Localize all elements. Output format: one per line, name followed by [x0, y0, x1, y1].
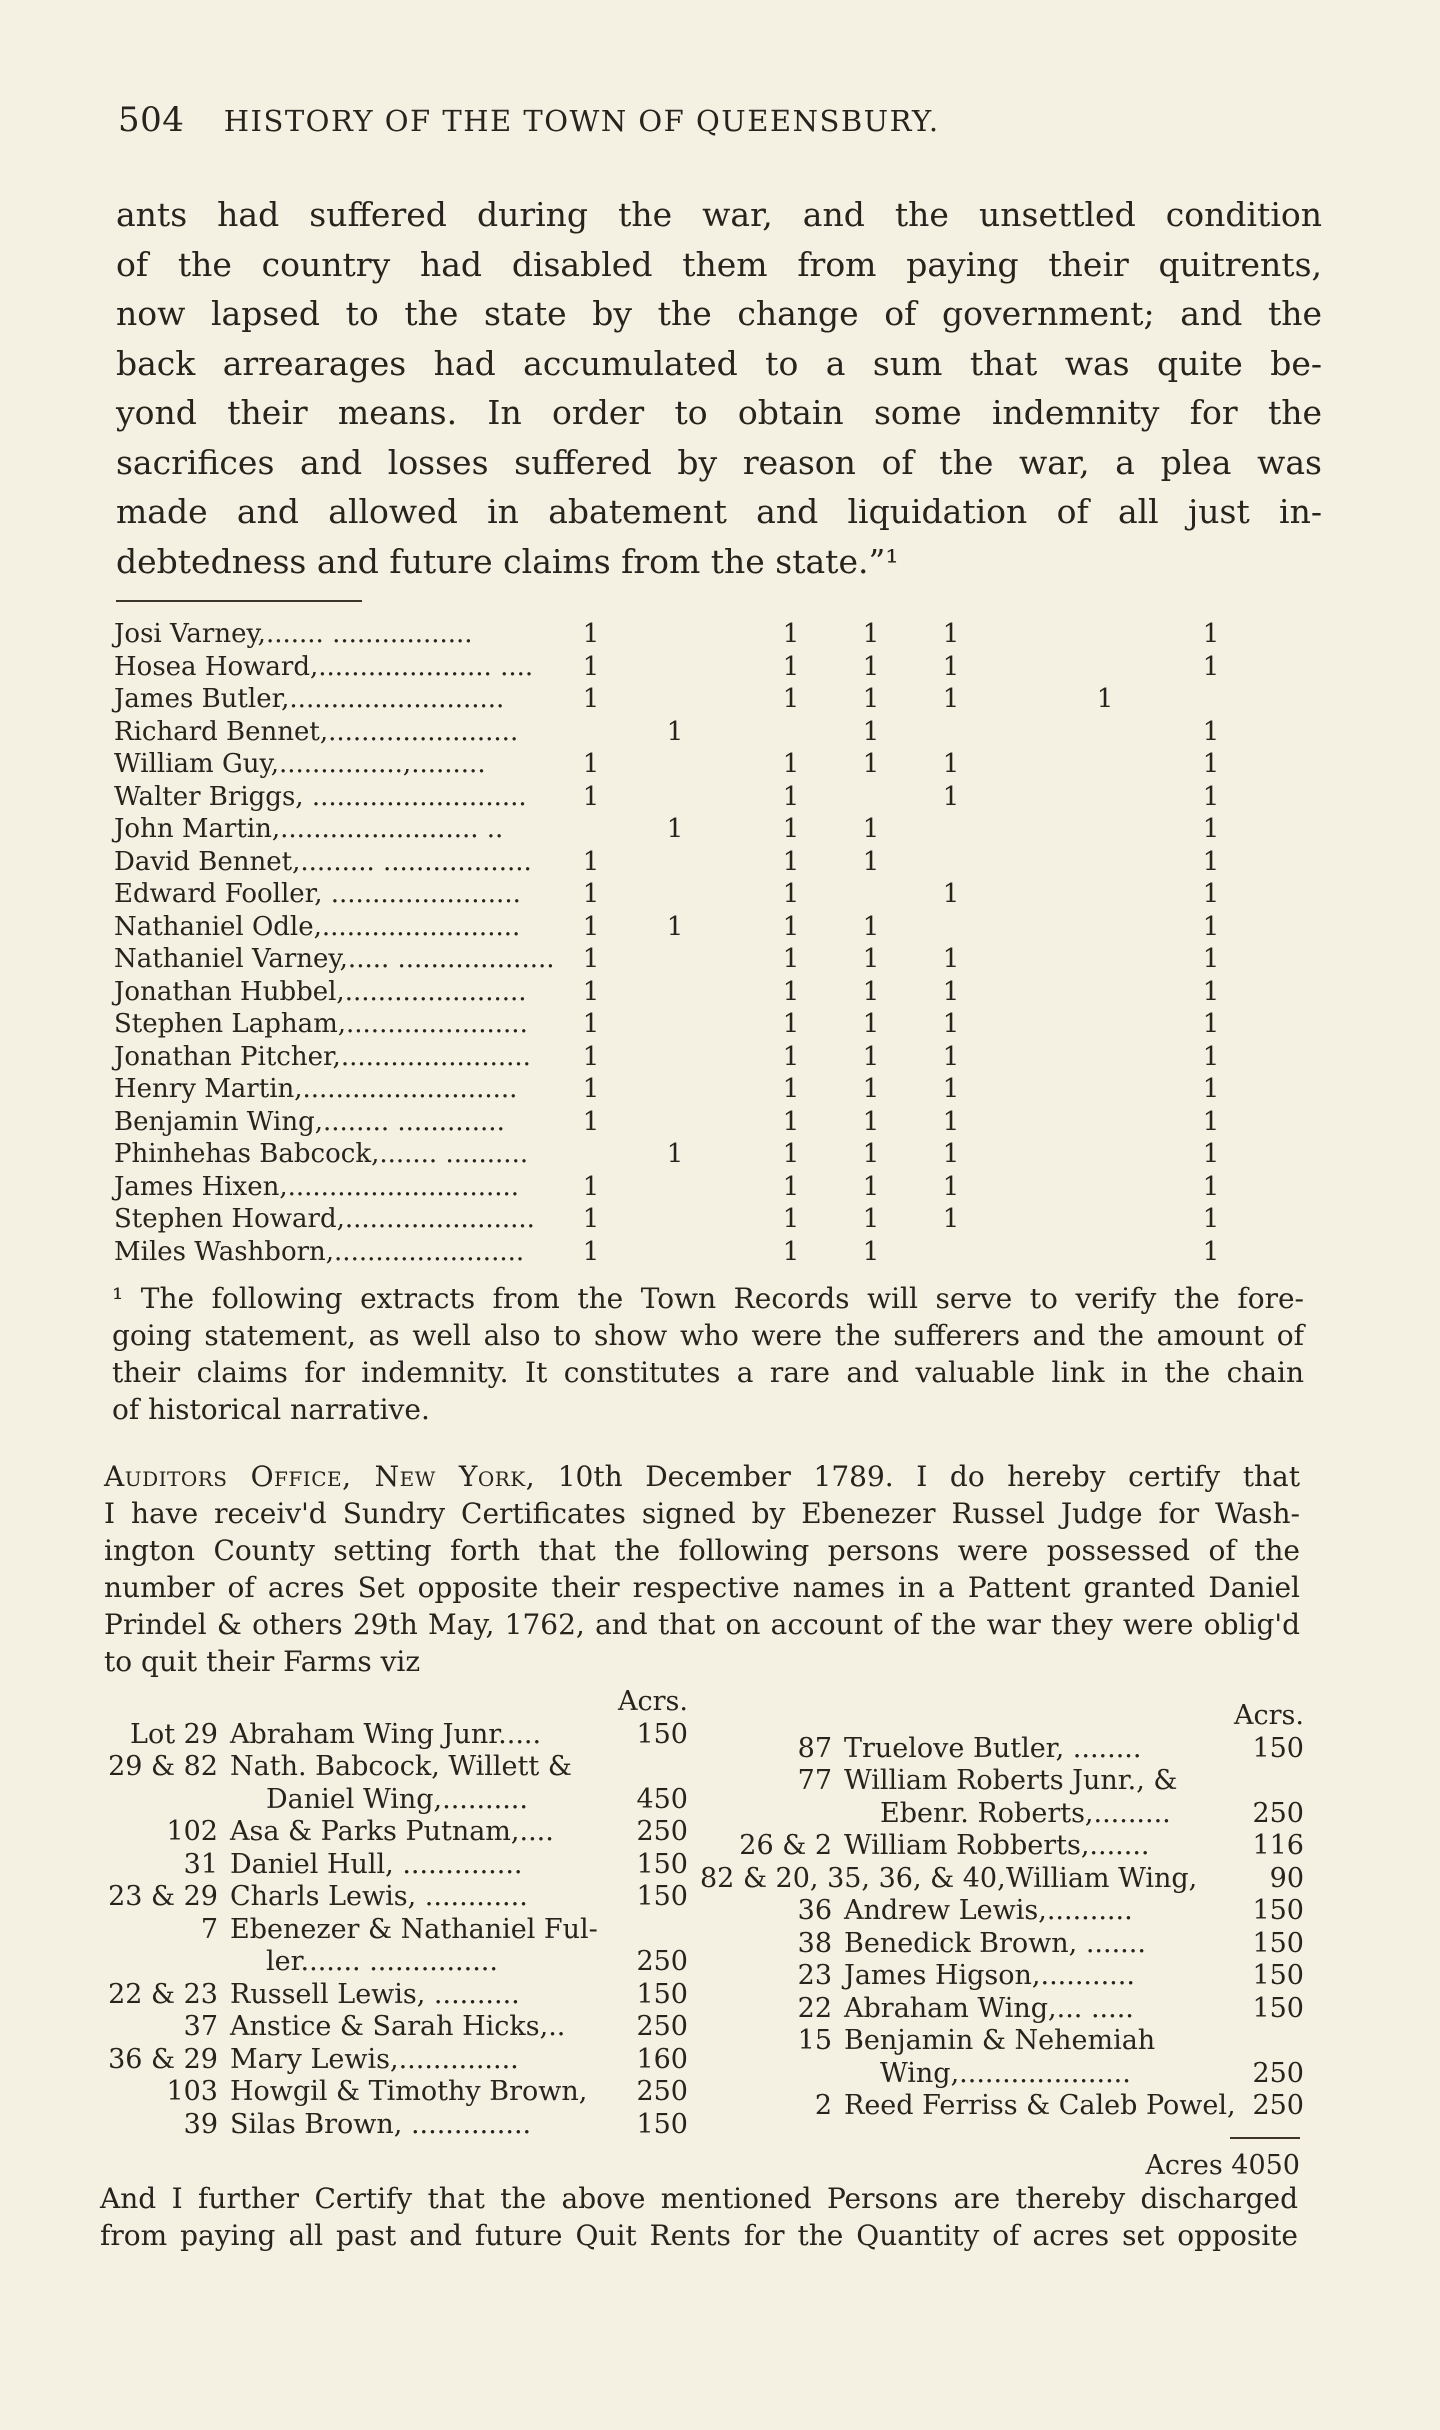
table-row [114, 1008, 1334, 1041]
table-cell: 1 [942, 976, 960, 1007]
acres-value: 150 [1252, 1927, 1304, 1959]
table-cell: 1 [1202, 1009, 1220, 1039]
table-cell: 1 [1202, 716, 1220, 747]
table-cell: 1 [666, 1139, 684, 1169]
table-cell: 1 [782, 879, 800, 909]
table-cell: 1 [582, 1009, 600, 1039]
table-cell: 1 [582, 911, 600, 942]
table-cell: 1 [782, 684, 800, 714]
acres-value: 150 [1252, 1960, 1304, 1991]
footnote-line: ¹ The following extracts from the Town Records will serve to verify the fore- [112, 1282, 1304, 1315]
acres-entry-line [714, 1798, 1304, 1831]
owner-name: Mary Lewis,.............. [230, 2043, 519, 2075]
table-cell: 1 [582, 879, 600, 909]
acres-entry-line [98, 1784, 688, 1817]
closing-line: from paying all past and future Quit Rents for the Quantity of acres set opposite [100, 2219, 1298, 2252]
acres-header: Acrs. [1234, 1700, 1304, 1731]
total-rule [1230, 2137, 1300, 2139]
acres-entry-line [714, 2058, 1304, 2091]
lot-number: 23 & 29 [108, 1881, 218, 1912]
table-cell: 1 [782, 1041, 800, 1072]
table-cell: 1 [782, 976, 800, 1007]
table-cell: 1 [782, 1236, 800, 1267]
table-cell: 1 [1202, 781, 1220, 812]
sufferer-name: William Guy,...............,......... [114, 749, 486, 779]
sufferer-name: Phinhehas Babcock,....... .......... [114, 1139, 529, 1169]
table-cell: 1 [862, 814, 880, 844]
table-cell: 1 [862, 1236, 880, 1267]
table-cell: 1 [1202, 944, 1220, 974]
table-cell: 1 [942, 1106, 960, 1137]
table-cell: 1 [862, 651, 880, 682]
owner-name: William Robberts,....... [844, 1830, 1150, 1861]
acres-entry [98, 1914, 688, 1979]
table-row [114, 1138, 1334, 1171]
table-cell: 1 [782, 944, 800, 974]
sufferer-name: John Martin,........................ .. [114, 814, 504, 844]
acres-entry [714, 1993, 1304, 2026]
table-cell: 1 [1202, 846, 1220, 877]
lot-number: 22 & 23 [108, 1978, 218, 2010]
acres-entry [98, 1979, 688, 2012]
acres-entry-line [98, 1816, 688, 1849]
body-line: now lapsed to the state by the change of government; and the [116, 294, 1322, 333]
table-cell: 1 [582, 1204, 600, 1234]
acres-entry-line [98, 1914, 688, 1947]
acres-entry [98, 2044, 688, 2077]
owner-name: Asa & Parks Putnam,.... [230, 1816, 554, 1847]
running-title: HISTORY OF THE TOWN OF QUEENSBURY. [223, 104, 940, 138]
table-cell: 1 [782, 619, 800, 649]
table-cell: 1 [862, 716, 880, 747]
table-cell: 1 [1202, 814, 1220, 844]
acres-entry-line [714, 1960, 1304, 1993]
lot-number: 29 & 82 [108, 1751, 218, 1782]
table-cell: 1 [942, 1171, 960, 1202]
certificate-line: I have receiv'd Sundry Certificates signed by Ebenezer Russel Judge for Wash- [104, 1497, 1300, 1530]
table-cell: 1 [582, 651, 600, 682]
lot-number: 103 [166, 2076, 218, 2107]
owner-name: Daniel Hull, .............. [230, 1848, 523, 1880]
certificate-lead: Auditors Office, New York, [104, 1460, 536, 1493]
lot-number: 22 [797, 1992, 832, 2024]
table-cell: 1 [862, 1204, 880, 1234]
table-cell: 1 [862, 846, 880, 877]
body-line: back arrearages had accumulated to a sum that was quite be- [116, 343, 1322, 383]
table-cell: 1 [1202, 911, 1220, 942]
sufferer-name: James Butler,.......................... [114, 684, 505, 714]
table-row [114, 1073, 1334, 1106]
body-paragraph [116, 190, 1322, 586]
sufferer-name: Stephen Howard,....................... [114, 1204, 535, 1234]
table-cell: 1 [942, 1041, 960, 1072]
page-number: 504 [118, 100, 185, 140]
lot-number: 7 [200, 1913, 218, 1945]
sufferer-name: Jonathan Hubbel,...................... [114, 976, 527, 1007]
owner-name: William Wing, [1006, 1862, 1198, 1894]
sufferer-name: James Hixen,............................ [114, 1171, 520, 1202]
sufferers-table [114, 618, 1334, 1268]
table-cell: 1 [942, 651, 960, 682]
acres-entry-line [98, 1946, 688, 1979]
sufferer-name: Miles Washborn,....................... [114, 1236, 525, 1267]
table-cell: 1 [942, 1009, 960, 1039]
acres-value: 150 [1252, 1992, 1304, 2024]
table-cell: 1 [862, 1106, 880, 1137]
acres-value: 116 [1252, 1830, 1304, 1861]
table-row [114, 748, 1334, 781]
table-cell: 1 [782, 651, 800, 682]
table-cell: 1 [1202, 1041, 1220, 1072]
body-line: debtedness and future claims from the state.”¹ [116, 541, 899, 581]
table-cell: 1 [582, 976, 600, 1007]
owner-name-continued: Ebenr. Roberts,......... [880, 1797, 1171, 1829]
table-cell: 1 [666, 716, 684, 747]
table-cell: 1 [582, 619, 600, 649]
table-row [114, 781, 1334, 814]
sufferer-name: Benjamin Wing,........ ............. [114, 1106, 505, 1137]
acres-value: 250 [636, 2076, 688, 2107]
table-cell: 1 [1202, 651, 1220, 682]
table-row [114, 1041, 1334, 1074]
owner-name: Andrew Lewis,.......... [844, 1895, 1133, 1926]
acres-total: Acres 4050 [1145, 2150, 1300, 2181]
acres-entry-line [714, 1830, 1304, 1863]
acres-entry [98, 1719, 688, 1752]
table-cell: 1 [782, 1106, 800, 1137]
owner-name: Anstice & Sarah Hicks,.. [230, 2011, 566, 2042]
lot-number: 82 & 20, 35, 36, & 40, [700, 1862, 1006, 1894]
table-cell: 1 [582, 944, 600, 974]
body-line: made and allowed in abatement and liquidation of all just in- [116, 492, 1322, 531]
acres-entry-line [98, 1751, 688, 1784]
closing-line: And I further Certify that the above mentioned Persons are thereby discharged [100, 2182, 1298, 2215]
table-cell: 1 [666, 814, 684, 844]
sufferer-name: Jonathan Pitcher,....................... [114, 1041, 531, 1072]
acres-entry [98, 2076, 688, 2109]
table-cell: 1 [1202, 749, 1220, 779]
certificate-line: number of acres Set opposite their respective names in a Pattent granted Daniel [104, 1571, 1300, 1604]
acres-entry [98, 1849, 688, 1882]
acres-value: 450 [636, 1783, 688, 1815]
table-cell: 1 [782, 781, 800, 812]
table-cell: 1 [1202, 619, 1220, 649]
acres-entry [714, 1895, 1304, 1928]
table-cell: 1 [862, 1041, 880, 1072]
table-cell: 1 [1202, 1074, 1220, 1104]
acres-value: 250 [1252, 1797, 1304, 1829]
acres-entry-line [98, 1849, 688, 1882]
acres-entry [714, 2090, 1304, 2123]
table-row [114, 1236, 1334, 1269]
table-row [114, 1171, 1334, 1204]
acres-value: 150 [636, 1718, 688, 1750]
lot-number: 87 [797, 1732, 832, 1764]
acres-entry-line [714, 1765, 1304, 1798]
table-row [114, 943, 1334, 976]
footnote-line: going statement, as well also to show who were the sufferers and the amount of [112, 1319, 1304, 1352]
certificate-line: Prindel & others 29th May, 1762, and that on account of the war they were oblig'd [104, 1608, 1300, 1641]
table-row [114, 911, 1334, 944]
sufferer-name: Stephen Lapham,...................... [114, 1009, 528, 1039]
sufferer-name: David Bennet,......... .................. [114, 846, 532, 877]
table-cell: 1 [862, 1009, 880, 1039]
sufferer-name: Richard Bennet,....................... [114, 716, 519, 747]
certificate-line [104, 1458, 1300, 1495]
acres-entry-line [700, 1862, 1304, 1896]
table-cell: 1 [782, 1204, 800, 1234]
table-cell: 1 [1202, 1236, 1220, 1267]
certificate-first-line: 10th December 1789. I do hereby certify that [535, 1460, 1300, 1493]
table-cell: 1 [1202, 976, 1220, 1007]
body-line: sacrifices and losses suffered by reason of the war, a plea was [116, 442, 1322, 482]
table-cell: 1 [782, 1074, 800, 1104]
table-cell: 1 [942, 944, 960, 974]
sufferer-name: Nathaniel Varney,..... ................... [114, 944, 555, 974]
sufferer-name: Josi Varney,....... ................. [114, 619, 473, 649]
acres-entry [98, 2011, 688, 2044]
acres-entry [98, 1816, 688, 1849]
acres-entry-line [98, 2076, 688, 2109]
acres-entry-line [714, 1993, 1304, 2026]
acres-entry [714, 1928, 1304, 1961]
table-cell: 1 [1202, 1171, 1220, 1202]
table-cell: 1 [582, 1074, 600, 1104]
acres-value: 150 [636, 1848, 688, 1880]
owner-name: Benedick Brown, ....... [844, 1927, 1146, 1959]
table-cell: 1 [942, 684, 960, 714]
acres-entry-line [98, 2109, 688, 2142]
acres-entry [714, 1765, 1304, 1830]
lot-number: 23 [797, 1960, 832, 1991]
acres-entry-line [714, 1733, 1304, 1766]
acres-value: 90 [1269, 1862, 1304, 1894]
table-cell: 1 [782, 1171, 800, 1202]
acres-list-left [98, 1686, 688, 2141]
sufferer-name: Nathaniel Odle,........................ [114, 911, 521, 942]
acres-value: 250 [1252, 2090, 1304, 2121]
table-cell: 1 [1202, 1204, 1220, 1234]
owner-name-continued: ler....... ............... [266, 1946, 498, 1977]
acres-value: 250 [1252, 2057, 1304, 2089]
table-cell: 1 [666, 911, 684, 942]
table-cell: 1 [862, 1171, 880, 1202]
acres-value: 150 [636, 2108, 688, 2140]
footnote-rule [116, 600, 362, 602]
table-cell: 1 [942, 1204, 960, 1234]
table-row [114, 716, 1334, 749]
table-cell: 1 [942, 1139, 960, 1169]
lot-number: 37 [183, 2011, 218, 2042]
lot-number: 15 [797, 2025, 832, 2056]
acres-entry [98, 2109, 688, 2142]
lot-number: 39 [183, 2108, 218, 2140]
table-row [114, 846, 1334, 879]
owner-name: Abraham Wing Junr..... [230, 1718, 542, 1750]
acres-entry-line [98, 2044, 688, 2077]
owner-name: Ebenezer & Nathaniel Ful- [230, 1913, 598, 1945]
table-cell: 1 [782, 1009, 800, 1039]
acres-entry-line [98, 2011, 688, 2044]
acres-entry [98, 1751, 688, 1816]
table-cell: 1 [862, 684, 880, 714]
certificate-line: ington County setting forth that the following persons were possessed of the [104, 1534, 1300, 1567]
table-cell: 1 [582, 1041, 600, 1072]
acres-entry [98, 1881, 688, 1914]
acres-entry [714, 1830, 1304, 1863]
table-cell: 1 [1202, 879, 1220, 909]
table-cell: 1 [942, 781, 960, 812]
table-cell: 1 [862, 1074, 880, 1104]
acres-value: 250 [636, 1946, 688, 1977]
lot-number: 31 [183, 1848, 218, 1880]
table-cell: 1 [862, 976, 880, 1007]
sufferer-name: Walter Briggs, .......................... [114, 781, 527, 812]
table-cell: 1 [582, 749, 600, 779]
owner-name: Russell Lewis, .......... [230, 1978, 520, 2010]
owner-name: William Roberts Junr., & [844, 1765, 1178, 1796]
owner-name: Charls Lewis, ............ [230, 1881, 528, 1912]
acres-entry-line [98, 1881, 688, 1914]
acres-entry [700, 1862, 1304, 1896]
body-line: yond their means. In order to obtain some indemnity for the [116, 393, 1322, 432]
lot-number: 38 [797, 1927, 832, 1959]
acres-value: 150 [636, 1881, 688, 1912]
acres-entry [714, 1960, 1304, 1993]
lot-number: 26 & 2 [739, 1830, 832, 1861]
owner-name: Nath. Babcock, Willett & [230, 1751, 572, 1782]
table-cell: 1 [582, 781, 600, 812]
acres-entry-line [98, 1979, 688, 2012]
body-line: ants had suffered during the war, and the unsettled condition [116, 195, 1322, 234]
sufferer-name: Edward Fooller, ....................... [114, 879, 521, 909]
table-cell: 1 [582, 1236, 600, 1267]
owner-name: Silas Brown, .............. [230, 2108, 532, 2140]
acres-entry-line [714, 1928, 1304, 1961]
acres-entry [714, 1733, 1304, 1766]
table-cell: 1 [942, 749, 960, 779]
table-cell: 1 [782, 814, 800, 844]
acres-entry-line [714, 2090, 1304, 2123]
acres-value: 150 [1252, 1895, 1304, 1926]
certificate-line: to quit their Farms viz [104, 1645, 421, 1678]
table-row [114, 683, 1334, 716]
footnote-line: their claims for indemnity. It constitutes a rare and valuable link in the chain [112, 1356, 1304, 1389]
owner-name: James Higson,........... [844, 1960, 1135, 1991]
table-row [114, 651, 1334, 684]
acres-list-right [700, 1700, 1304, 2123]
sufferer-name: Hosea Howard,..................... .... [114, 651, 534, 682]
body-line: of the country had disabled them from paying their quitrents, [116, 244, 1322, 284]
lot-number: Lot 29 [130, 1718, 218, 1750]
footnote-line: of historical narrative. [112, 1393, 430, 1426]
lot-number: 102 [166, 1816, 218, 1847]
owner-name: Truelove Butler, ........ [844, 1732, 1142, 1764]
table-row [114, 976, 1334, 1009]
sufferer-name: Henry Martin,.......................... [114, 1074, 518, 1104]
acres-value: 150 [1252, 1732, 1304, 1764]
table-cell: 1 [782, 749, 800, 779]
owner-name-continued: Daniel Wing,.......... [266, 1783, 528, 1815]
table-cell: 1 [862, 619, 880, 649]
lot-number: 2 [814, 2090, 832, 2121]
running-head [118, 100, 1318, 140]
table-cell: 1 [862, 911, 880, 942]
acres-value: 160 [636, 2043, 688, 2075]
acres-entry [714, 2025, 1304, 2090]
table-cell: 1 [582, 684, 600, 714]
table-row [114, 1203, 1334, 1236]
acres-value: 250 [636, 1816, 688, 1847]
table-cell: 1 [862, 944, 880, 974]
table-cell: 1 [1202, 1139, 1220, 1169]
auditor-certificate [104, 1458, 1300, 1680]
acres-value: 150 [636, 1978, 688, 2010]
lot-number: 77 [797, 1765, 832, 1796]
table-cell: 1 [942, 879, 960, 909]
table-cell: 1 [782, 846, 800, 877]
owner-name-continued: Wing,.................... [880, 2057, 1131, 2089]
table-cell: 1 [782, 911, 800, 942]
table-row [114, 878, 1334, 911]
acres-entry-line [714, 2025, 1304, 2058]
table-cell: 1 [1096, 684, 1114, 714]
lot-number: 36 & 29 [108, 2043, 218, 2075]
acres-value: 250 [636, 2011, 688, 2042]
table-cell: 1 [582, 1171, 600, 1202]
footnote [112, 1280, 1304, 1428]
owner-name: Reed Ferriss & Caleb Powel, [844, 2090, 1236, 2121]
table-cell: 1 [782, 1139, 800, 1169]
lot-number: 36 [797, 1895, 832, 1926]
table-row [114, 813, 1334, 846]
acres-entry-line [714, 1895, 1304, 1928]
owner-name: Benjamin & Nehemiah [844, 2025, 1156, 2056]
closing-paragraph [100, 2180, 1298, 2254]
table-cell: 1 [862, 1139, 880, 1169]
owner-name: Abraham Wing,... ..... [844, 1992, 1134, 2024]
table-row [114, 1106, 1334, 1139]
table-cell: 1 [1202, 1106, 1220, 1137]
table-cell: 1 [582, 846, 600, 877]
table-cell: 1 [862, 749, 880, 779]
table-cell: 1 [942, 619, 960, 649]
table-cell: 1 [942, 1074, 960, 1104]
owner-name: Howgil & Timothy Brown, [230, 2076, 588, 2107]
acres-entry-line [98, 1719, 688, 1752]
table-cell: 1 [582, 1106, 600, 1137]
acres-header: Acrs. [618, 1686, 688, 1717]
table-row [114, 618, 1334, 651]
